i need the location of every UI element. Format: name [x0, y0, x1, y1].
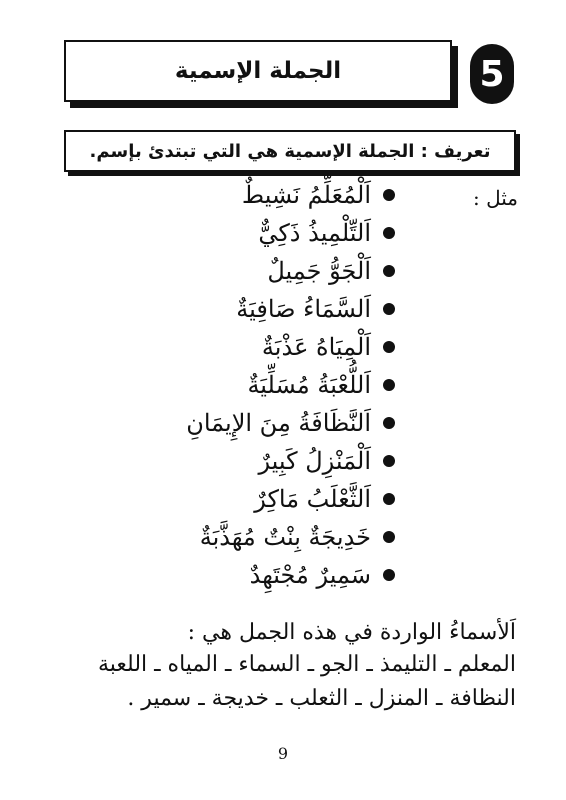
list-item [120, 518, 395, 556]
summary-line: المعلم ـ التليمذ ـ الجو ـ السماء ـ المياه ـ اللعبة [97, 652, 516, 677]
title-box [64, 40, 452, 102]
list-item [120, 328, 395, 366]
bullet-icon [383, 379, 395, 391]
list-item [120, 176, 395, 214]
summary-line: النظافة ـ المنزل ـ الثعلب ـ خديجة ـ سمير . [127, 686, 516, 711]
bullet-icon [383, 189, 395, 201]
bullet-icon [383, 417, 395, 429]
example-text: اَلْمُعَلِّمُ نَشِيطٌ [241, 181, 371, 209]
bullet-icon [383, 341, 395, 353]
example-text: اَلْجَوُّ جَمِيلٌ [267, 257, 371, 285]
definition-text: تعريف : الجملة الإسمية هي التي تبتدئ بإسم. [89, 140, 491, 162]
page-number: 9 [277, 744, 289, 763]
bullet-icon [383, 455, 395, 467]
list-item [120, 252, 395, 290]
examples-list [120, 176, 395, 594]
bullet-icon [383, 569, 395, 581]
bullet-icon [383, 227, 395, 239]
example-text: اَللُّعْبَةُ مُسَلِّيَةٌ [247, 371, 371, 399]
list-item [120, 214, 395, 252]
definition-box [64, 130, 516, 172]
bullet-icon [383, 493, 395, 505]
list-item [120, 442, 395, 480]
example-text: اَلْمَنْزِلُ كَبِيرٌ [258, 447, 371, 475]
example-text: سَمِيرٌ مُجْتَهِدٌ [249, 561, 371, 589]
example-text: اَلْمِيَاهُ عَذْبَةٌ [261, 333, 371, 361]
bullet-icon [383, 531, 395, 543]
lesson-number-badge [470, 44, 514, 104]
example-text: خَدِيجَةٌ بِنْتٌ مُهَذَّبَةٌ [199, 523, 371, 551]
example-text: اَلثَّعْلَبُ مَاكِرٌ [254, 485, 371, 513]
lesson-number: 5 [479, 53, 505, 95]
bullet-icon [383, 265, 395, 277]
summary-heading: اَلأسماءُ الواردة في هذه الجمل هي : [187, 620, 516, 645]
list-item [120, 556, 395, 594]
examples-label: مثل : [473, 186, 518, 210]
example-text: اَلسَّمَاءُ صَافِيَةٌ [236, 295, 371, 323]
example-text: اَلنَّظَافَةُ مِنَ الإِيمَانِ [186, 409, 371, 437]
example-text: اَلتِّلْمِيذُ ذَكِيٌّ [258, 219, 371, 247]
lesson-title: الجملة الإسمية [174, 58, 342, 84]
list-item [120, 480, 395, 518]
bullet-icon [383, 303, 395, 315]
list-item [120, 366, 395, 404]
list-item [120, 290, 395, 328]
list-item [120, 404, 395, 442]
